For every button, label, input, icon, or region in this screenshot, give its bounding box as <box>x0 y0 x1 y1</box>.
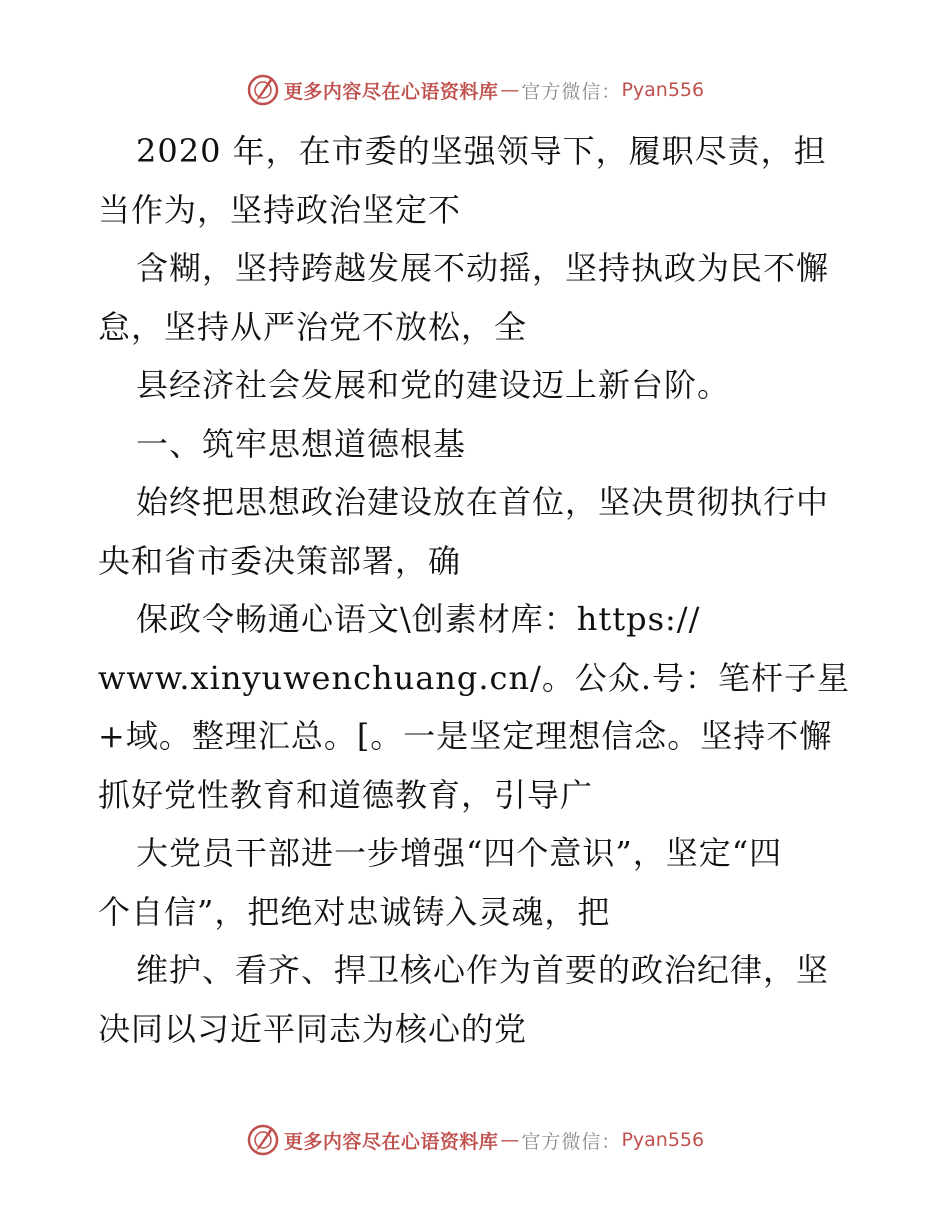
text-line: 维护、看齐、捍卫核心作为首要的政治纪律，坚 <box>136 951 830 989</box>
text-line: 大党员干部进一步增强“四个意识”，坚定“四 <box>136 834 783 872</box>
section-heading: 一、筑牢思想道德根基 <box>136 424 467 463</box>
banner-dash: — <box>500 1129 520 1151</box>
text-line: 县经济社会发展和党的建设迈上新台阶。 <box>136 366 731 404</box>
footer-banner <box>0 1120 950 1160</box>
text-line: 始终把思想政治建设放在首位，坚决贯彻执行中 <box>136 483 830 521</box>
banner-main-text: 更多内容尽在心语资料库 <box>283 1130 499 1153</box>
text-line: 抓好党性教育和道德教育，引导广 <box>98 775 594 814</box>
text-line: 含糊，坚持跨越发展不动摇，坚持执政为民不懈 <box>136 249 830 287</box>
text-line: 怠，坚持从严治党不放松，全 <box>98 307 528 346</box>
banner-main-text: 更多内容尽在心语资料库 <box>283 80 499 103</box>
text-line: 决同以习近平同志为核心的党 <box>98 1009 528 1048</box>
text-line: 央和省市委决策部署，确 <box>98 541 462 580</box>
text-line: 保政令畅通心语文\创素材库：https:// <box>136 600 701 638</box>
document-body <box>98 122 868 1058</box>
text-line: 2020 年，在市委的坚强领导下，履职尽责，担 <box>136 132 827 170</box>
banner-label: 官方微信： <box>521 80 622 103</box>
banner-label: 官方微信： <box>521 1130 622 1153</box>
banner-dash: — <box>500 79 520 101</box>
header-banner <box>0 70 950 110</box>
text-line: www.xinyuwenchuang.cn/。公众.号：笔杆子星 <box>98 658 851 697</box>
pen-logo-icon <box>246 1123 280 1157</box>
text-line: +域。整理汇总。[。一是坚定理想信念。坚持不懈 <box>98 717 833 755</box>
text-line: 个自信”，把绝对忠诚铸入灵魂，把 <box>98 892 611 931</box>
banner-wechat-id: Pyan556 <box>621 79 705 101</box>
banner-wechat-id: Pyan556 <box>621 1129 705 1151</box>
text-line: 当作为，坚持政治坚定不 <box>98 190 462 229</box>
pen-logo-icon <box>246 73 280 107</box>
